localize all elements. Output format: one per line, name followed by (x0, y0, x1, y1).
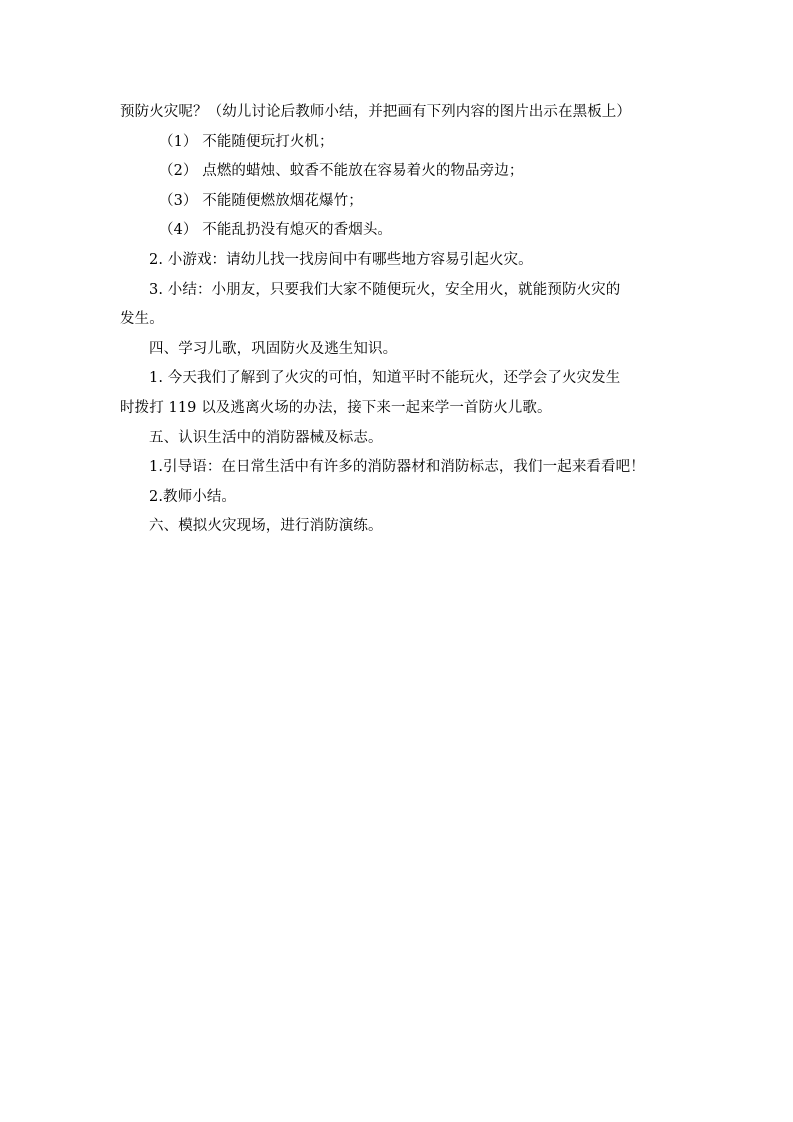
paragraph-line: 发生。 (120, 311, 164, 328)
list-item: （1） 不能随便玩打火机； (159, 133, 334, 150)
list-item: （2） 点燃的蜡烛、蚊香不能放在容易着火的物品旁边； (159, 163, 524, 180)
paragraph-line: 2. 小游戏：请幼儿找一找房间中有哪些地方容易引起火灾。 (149, 251, 533, 268)
list-item: （4） 不能乱扔没有熄灭的香烟头。 (159, 222, 393, 239)
list-item: （3） 不能随便燃放烟花爆竹； (159, 192, 363, 209)
section-heading: 四、学习儿歌，巩固防火及逃生知识。 (149, 340, 398, 357)
paragraph-line: 2.教师小结。 (149, 488, 237, 505)
paragraph-line: 1.引导语：在日常生活中有许多的消防器材和消防标志，我们一起来看看吧！ (149, 459, 645, 476)
paragraph-line: 预防火灾呢？（幼儿讨论后教师小结，并把画有下列内容的图片出示在黑板上） (120, 104, 631, 120)
document-body (120, 98, 680, 542)
section-heading: 五、认识生活中的消防器械及标志。 (149, 429, 383, 446)
paragraph-line: 时拨打 119 以及逃离火场的办法，接下来一起来学一首防火儿歌。 (120, 399, 552, 416)
paragraph-line: 3. 小结：小朋友，只要我们大家不随便玩火，安全用火，就能预防火灾的 (149, 281, 621, 298)
paragraph-line: 1. 今天我们了解到了火灾的可怕，知道平时不能玩火，还学会了火灾发生 (149, 370, 621, 387)
section-heading: 六、模拟火灾现场，进行消防演练。 (149, 518, 383, 535)
